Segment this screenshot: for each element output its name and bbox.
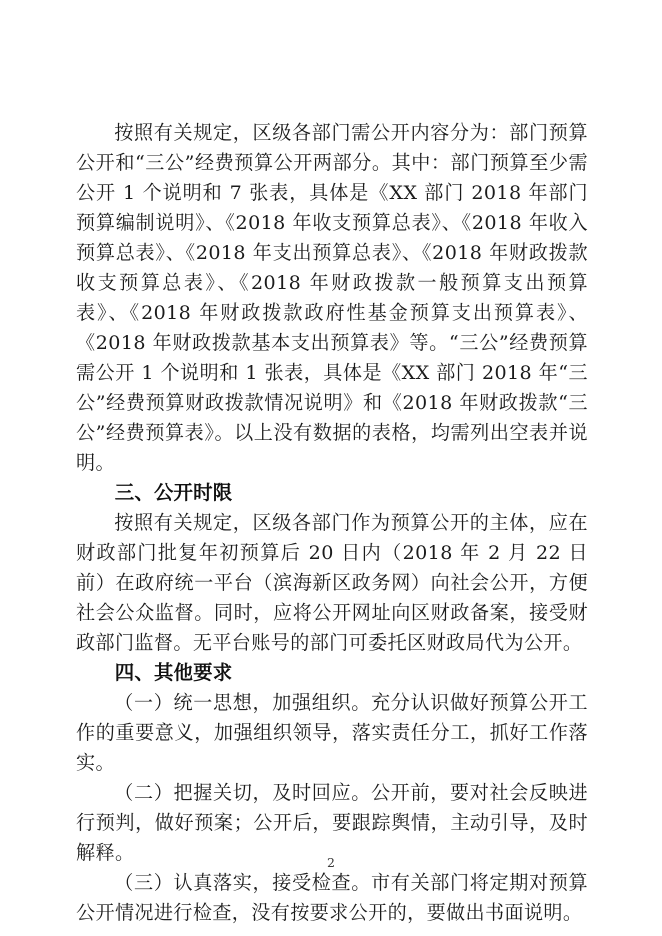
document-body <box>76 118 588 928</box>
paragraph-requirement-three: （三）认真落实，接受检查。市有关部门将定期对预算公开情况进行检查，没有按要求公开的，要做出书面说明。 <box>76 871 588 924</box>
paragraph-disclosure-deadline: 按照有关规定，区级各部门作为预算公开的主体，应在财政部门批复年初预算后 20 日内（2018 年 2 月 22 日前）在政府统一平台（滨海新区政务网）向社会公开，方便社会公众监督。同时，应将公开网址向区财政备案，接受财政部门监督。无平台账号的部门可委托区财政局代为公开。 <box>76 511 588 654</box>
paragraph-requirement-two: （二）把握关切，及时回应。公开前，要对社会反映进行预判，做好预案；公开后，要跟踪舆情，主动引导，及时解释。 <box>76 781 588 864</box>
heading-disclosure-deadline: 三、公开时限 <box>114 481 233 504</box>
paragraph-disclosure-content: 按照有关规定，区级各部门需公开内容分为：部门预算公开和“三公”经费预算公开两部分。其中：部门预算至少需公开 1 个说明和 7 张表，具体是《XX 部门 2018 年部门预算编制说明》、《2018 年收支预算总表》、《2018 年收入预算总表》、《2018 年支出预算总表》、《2018 年财政拨款收支预算总表》、《2018 年财政拨款一般预算支出预算表》、《2018 年财政拨款政府性基金预算支出预算表》、《2018 年财政拨款基本支出预算表》等。“三公”经费预算需公开 1 个说明和 1 张表，具体是《XX 部门 2018 年“三公”经费预算财政拨款情况说明》和《2018 年财政拨款“三公”经费预算表》。以上没有数据的表格，均需列出空表并说明。 <box>76 121 588 474</box>
paragraph-requirement-one: （一）统一思想，加强组织。充分认识做好预算公开工作的重要意义，加强组织领导，落实责任分工，抓好工作落实。 <box>76 691 588 774</box>
heading-other-requirements: 四、其他要求 <box>114 661 233 684</box>
page-number: 2 <box>327 855 335 870</box>
